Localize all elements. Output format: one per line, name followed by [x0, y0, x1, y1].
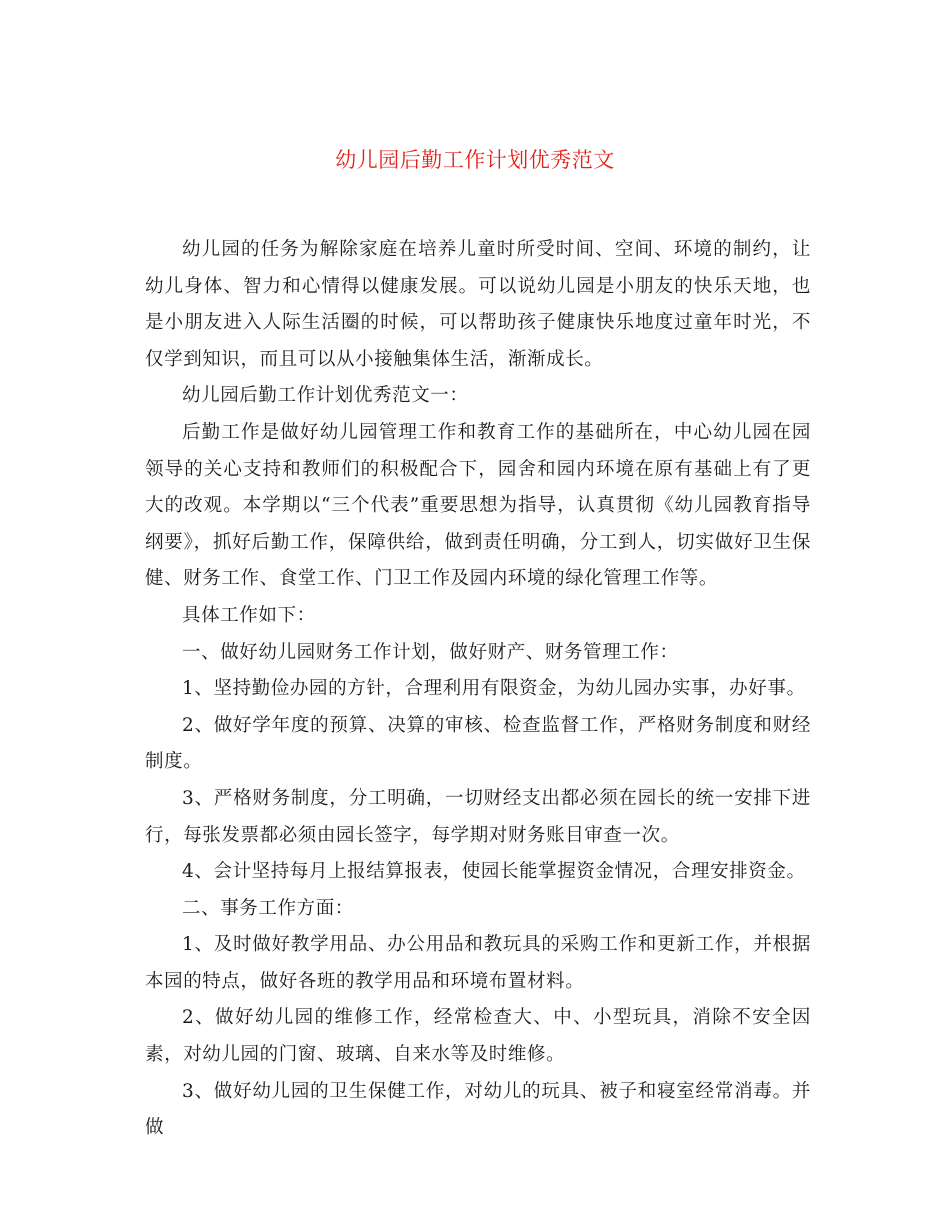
section-heading-finance: 一、做好幼儿园财务工作计划，做好财产、财务管理工作：	[182, 641, 679, 663]
finance-item-3: 3、严格财务制度，分工明确，一切财经支出都必须在园长的统一安排下进行，每张发票都必须由园长签字，每学期对财务账目审查一次。	[145, 787, 811, 846]
affairs-item-3: 3、做好幼儿园的卫生保健工作，对幼儿的玩具、被子和寝室经常消毒。并做	[145, 1080, 811, 1139]
affairs-item-1: 1、及时做好教学用品、办公用品和教玩具的采购工作和更新工作，并根据本园的特点，做好各班的教学用品和环境布置材料。	[145, 934, 811, 992]
finance-item-2: 2、做好学年度的预算、决算的审核、检查监督工作，严格财务制度和财经制度。	[145, 714, 811, 773]
affairs-item-2: 2、做好幼儿园的维修工作，经常检查大、中、小型玩具，消除不安全因素，对幼儿园的门窗、玻璃、自来水等及时维修。	[145, 1007, 811, 1066]
document-title: 幼儿园后勤工作计划优秀范文	[335, 148, 615, 172]
finance-item-1: 1、坚持勤俭办园的方针，合理利用有限资金，为幼儿园办实事，办好事。	[182, 678, 806, 700]
paragraph-sample-heading: 幼儿园后勤工作计划优秀范文一：	[182, 385, 469, 407]
paragraph-intro: 幼儿园的任务为解除家庭在培养儿童时所受时间、空间、环境的制约，让幼儿身体、智力和心情得以健康发展。可以说幼儿园是小朋友的快乐天地，也是小朋友进入人际生活圈的时候，可以帮助孩子健康快乐地度过童年时光，不仅学到知识，而且可以从小接触集体生活，渐渐成长。	[145, 239, 811, 370]
paragraph-details-heading: 具体工作如下：	[182, 604, 316, 626]
finance-item-4: 4、会计坚持每月上报结算报表，使园长能掌握资金情况，合理安排资金。	[182, 861, 806, 883]
section-heading-affairs: 二、事务工作方面：	[182, 897, 354, 919]
paragraph-overview: 后勤工作是做好幼儿园管理工作和教育工作的基础所在，中心幼儿园在园领导的关心支持和教师们的积极配合下，园舍和园内环境在原有基础上有了更大的改观。本学期以“三个代表”重要思想为指导，认真贯彻《幼儿园教育指导纲要》，抓好后勤工作，保障供给，做到责任明确，分工到人，切实做好卫生保健、财务工作、食堂工作、门卫工作及园内环境的绿化管理工作等。	[145, 421, 811, 590]
document-body	[145, 232, 811, 1147]
